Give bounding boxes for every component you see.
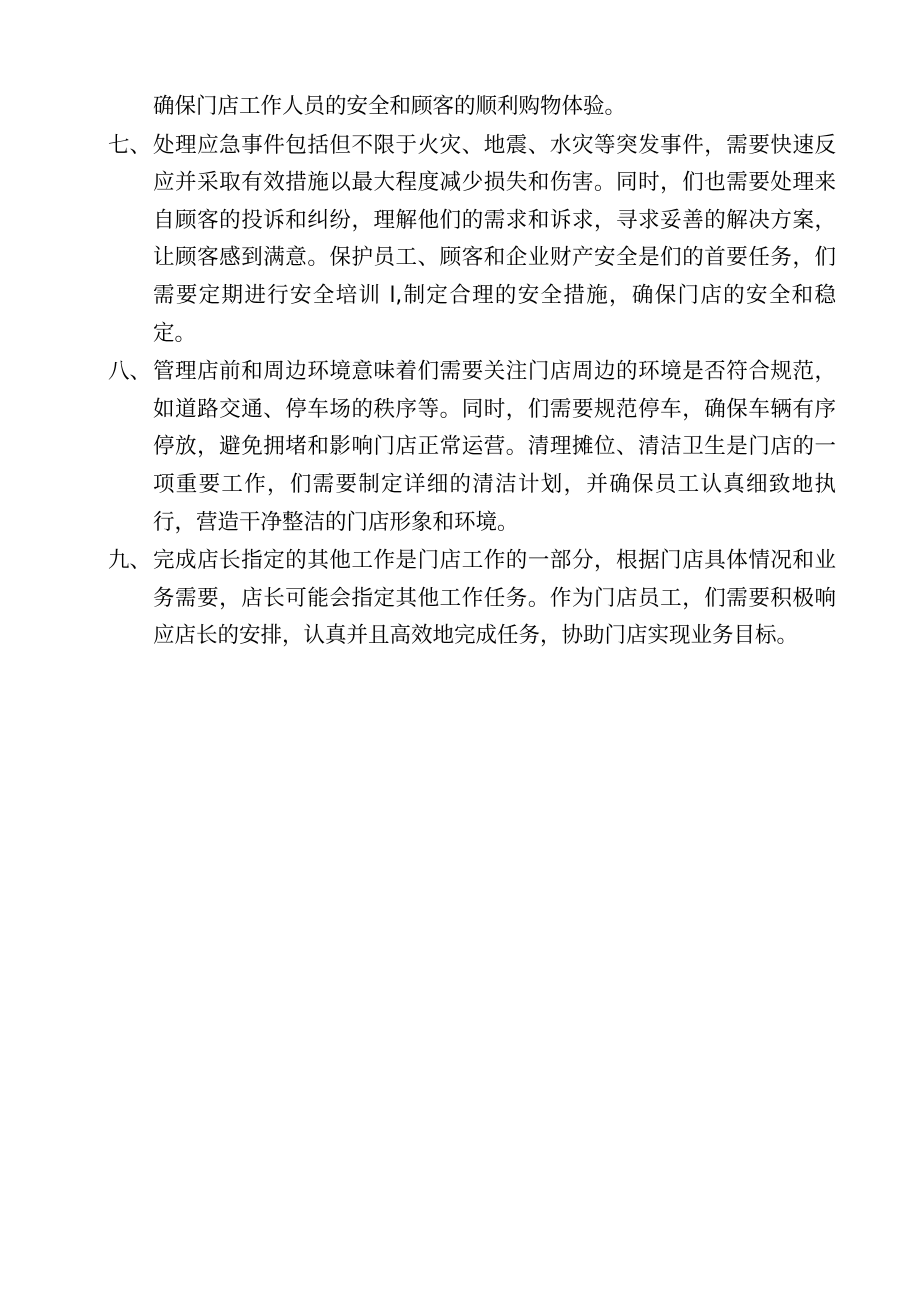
paragraph-item-7 — [108, 127, 836, 353]
paragraph-text: 确保门店工作人员的安全和顾客的顺利购物体验。 — [153, 94, 627, 119]
paragraph-item-9 — [108, 542, 836, 655]
paragraph-number: 九、 — [108, 548, 152, 574]
paragraph-text: 处理应急事件包括但不限于火灾、地震、水灾等突发事件，需要快速反应并采取有效措施以最大程度减少损失和伤害。同时，们也需要处理来自顾客的投诉和纠纷，理解他们的需求和诉求，寻求妥善的解决方案，让顾客感到满意。保护员工、顾客和企业财产安全是们的首要任务，们需要定期进行安全培训 l,制定合理的安全措施，确保门店的安全和稳定。 — [153, 132, 836, 346]
paragraph-number: 七、 — [108, 132, 152, 158]
paragraph-continuation — [108, 88, 836, 126]
paragraph-text: 管理店前和周边环境意味着们需要关注门店周边的环境是否符合规范，如道路交通、停车场的秩序等。同时，们需要规范停车，确保车辆有序停放，避免拥堵和影响门店正常运营。清理摊位、清洁卫生是门店的一项重要工作，们需要制定详细的清洁计划，并确保员工认真细致地执行，营造干净整洁的门店形象和环境。 — [153, 359, 836, 535]
paragraph-text: 完成店长指定的其他工作是门店工作的一部分，根据门店具体情况和业务需要，店长可能会指定其他工作任务。作为门店员工，们需要积极响应店长的安排，认真并且高效地完成任务，协助门店实现业务目标。 — [153, 548, 836, 649]
paragraph-item-8 — [108, 353, 836, 541]
document-body — [108, 88, 836, 655]
paragraph-number: 八、 — [108, 359, 152, 385]
